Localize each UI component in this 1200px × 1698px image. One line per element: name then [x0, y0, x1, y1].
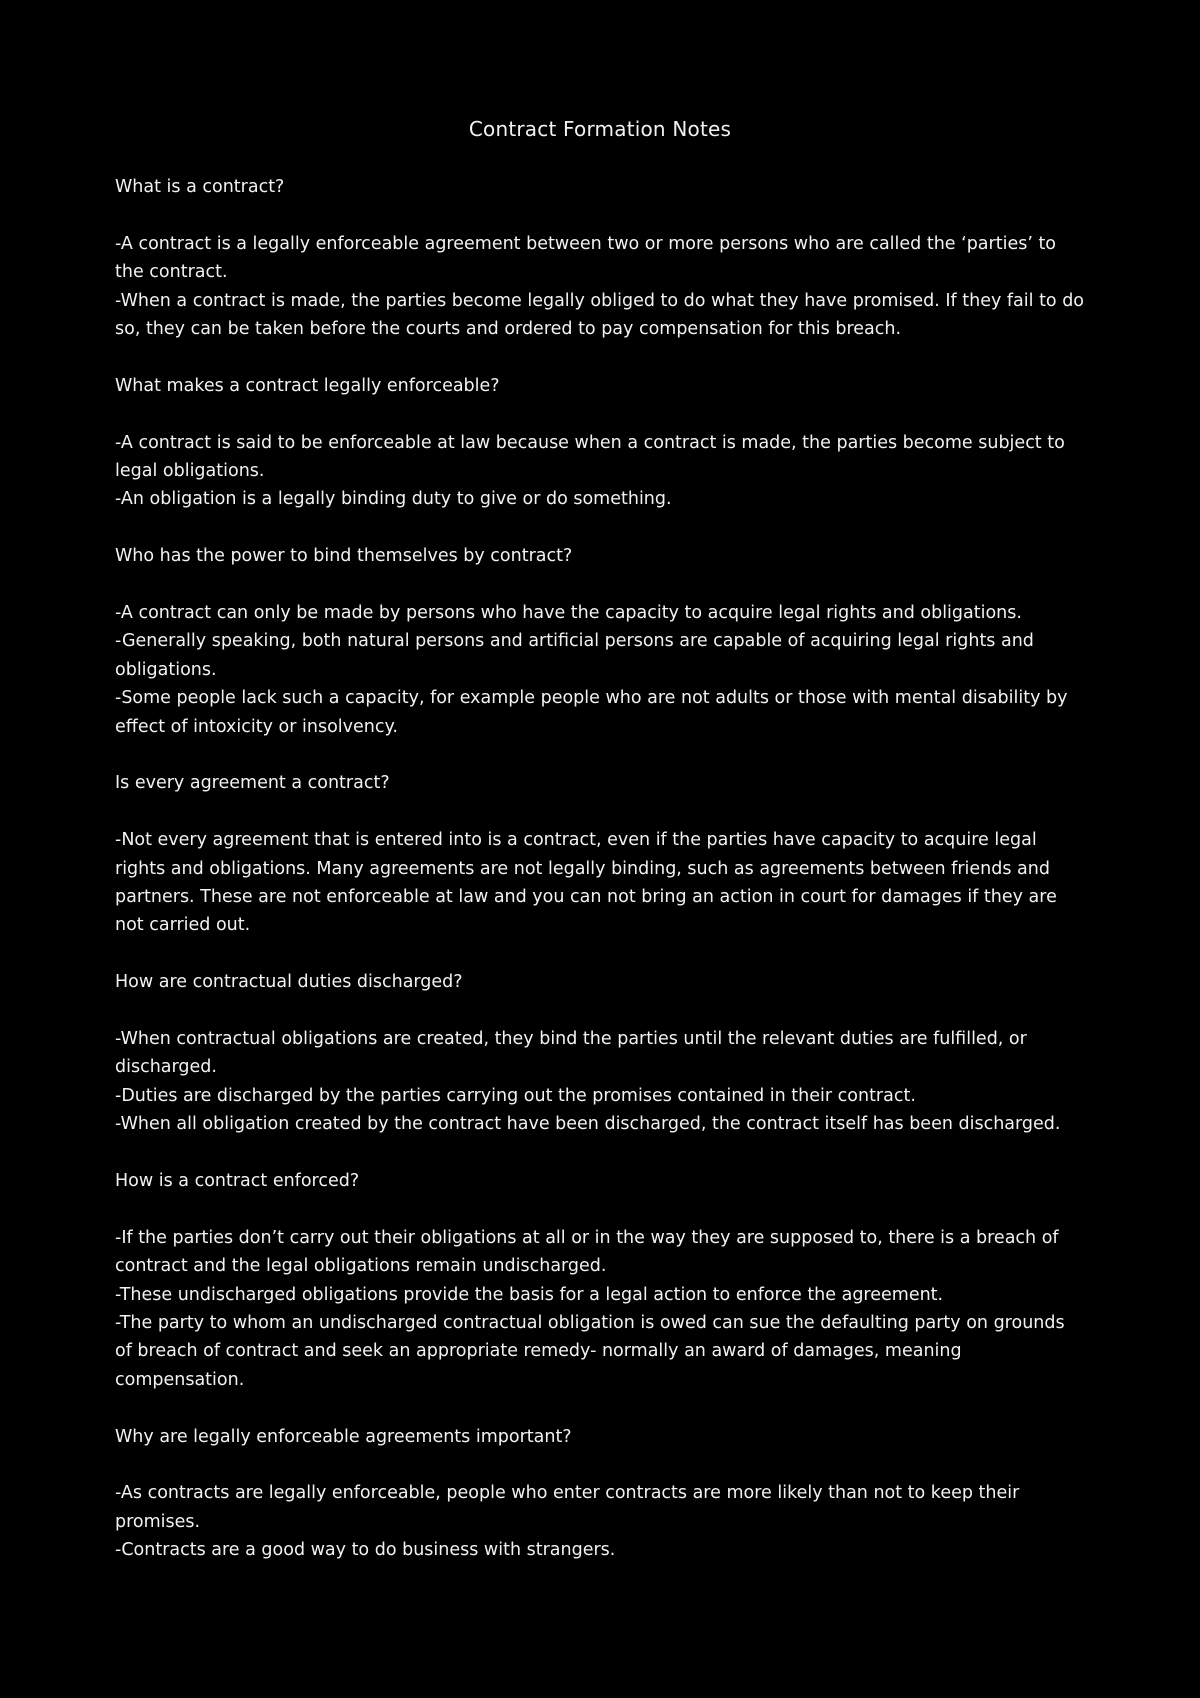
answer-line: -The party to whom an undischarged contractual obligation is owed can sue the defaulting party on grounds of breach of contract and seek an appropriate remedy- normally an award of damages, meaning compensation. [115, 1313, 1065, 1390]
section-answer [115, 599, 1085, 741]
section-question: What is a contract? [115, 177, 285, 197]
section-question: Who has the power to bind themselves by contract? [115, 546, 573, 567]
section-answer [115, 429, 1085, 514]
answer-line: -If the parties don’t carry out their obligations at all or in the way they are supposed to, there is a breach of contract and the legal obligations remain undischarged. [115, 1227, 1059, 1277]
answer-line: -When contractual obligations are created, they bind the parties until the relevant duties are fulfilled, or discharged. [115, 1029, 1027, 1078]
document-title: Contract Formation Notes [468, 117, 732, 141]
answer-line: -A contract is a legally enforceable agreement between two or more persons who are called the ‘parties’ to the contract. [115, 233, 1057, 283]
section-question: Why are legally enforceable agreements important? [115, 1426, 572, 1447]
answer-line: -A contract can only be made by persons who have the capacity to acquire legal rights and obligations. [115, 603, 1022, 624]
section-question: How are contractual duties discharged? [115, 972, 463, 993]
answer-line: -Duties are discharged by the parties carrying out the promises contained in their contract. [115, 1085, 916, 1106]
answer-line: -When all obligation created by the contract have been discharged, the contract itself has been discharged. [115, 1114, 1061, 1135]
section-answer [115, 826, 1085, 940]
answer-line: -An obligation is a legally binding duty to give or do something. [115, 489, 672, 510]
section-question: How is a contract enforced? [115, 1171, 360, 1192]
section-answer [115, 1224, 1085, 1394]
section-question: Is every agreement a contract? [115, 773, 390, 794]
section-question: What makes a contract legally enforceable? [115, 375, 500, 396]
answer-line: -These undischarged obligations provide the basis for a legal action to enforce the agreement. [115, 1284, 944, 1305]
answer-line: -Some people lack such a capacity, for example people who are not adults or those with mental disability by effect of intoxicity or insolvency. [115, 688, 1068, 737]
section-discharged [115, 968, 1085, 1138]
section-answer [115, 230, 1085, 344]
section-enforceable [115, 372, 1085, 514]
section-importance [115, 1423, 1085, 1565]
answer-line: -Contracts are a good way to do business with strangers. [115, 1540, 616, 1561]
answer-line: -When a contract is made, the parties become legally obliged to do what they have promised. If they fail to do so, they can be taken before the courts and ordered to pay compensation for this breach. [115, 290, 1085, 340]
answer-line: -Not every agreement that is entered into is a contract, even if the parties have capacity to acquire legal rights and obligations. Many agreements are not legally binding, such as agreements between friends and partners. These are not enforceable at law and you can not bring an action in court for damages if they are not carried out. [115, 830, 1057, 936]
section-every-agreement [115, 769, 1085, 939]
section-what-is-contract [115, 173, 1085, 343]
section-enforced [115, 1167, 1085, 1394]
answer-line: -A contract is said to be enforceable at law because when a contract is made, the parties become subject to legal obligations. [115, 432, 1065, 482]
section-power-to-bind [115, 542, 1085, 741]
section-answer [115, 1479, 1085, 1564]
answer-line: -Generally speaking, both natural persons and artificial persons are capable of acquiring legal rights and obligations. [115, 631, 1034, 680]
section-answer [115, 1025, 1085, 1139]
answer-line: -As contracts are legally enforceable, people who enter contracts are more likely than not to keep their promises. [115, 1483, 1020, 1532]
